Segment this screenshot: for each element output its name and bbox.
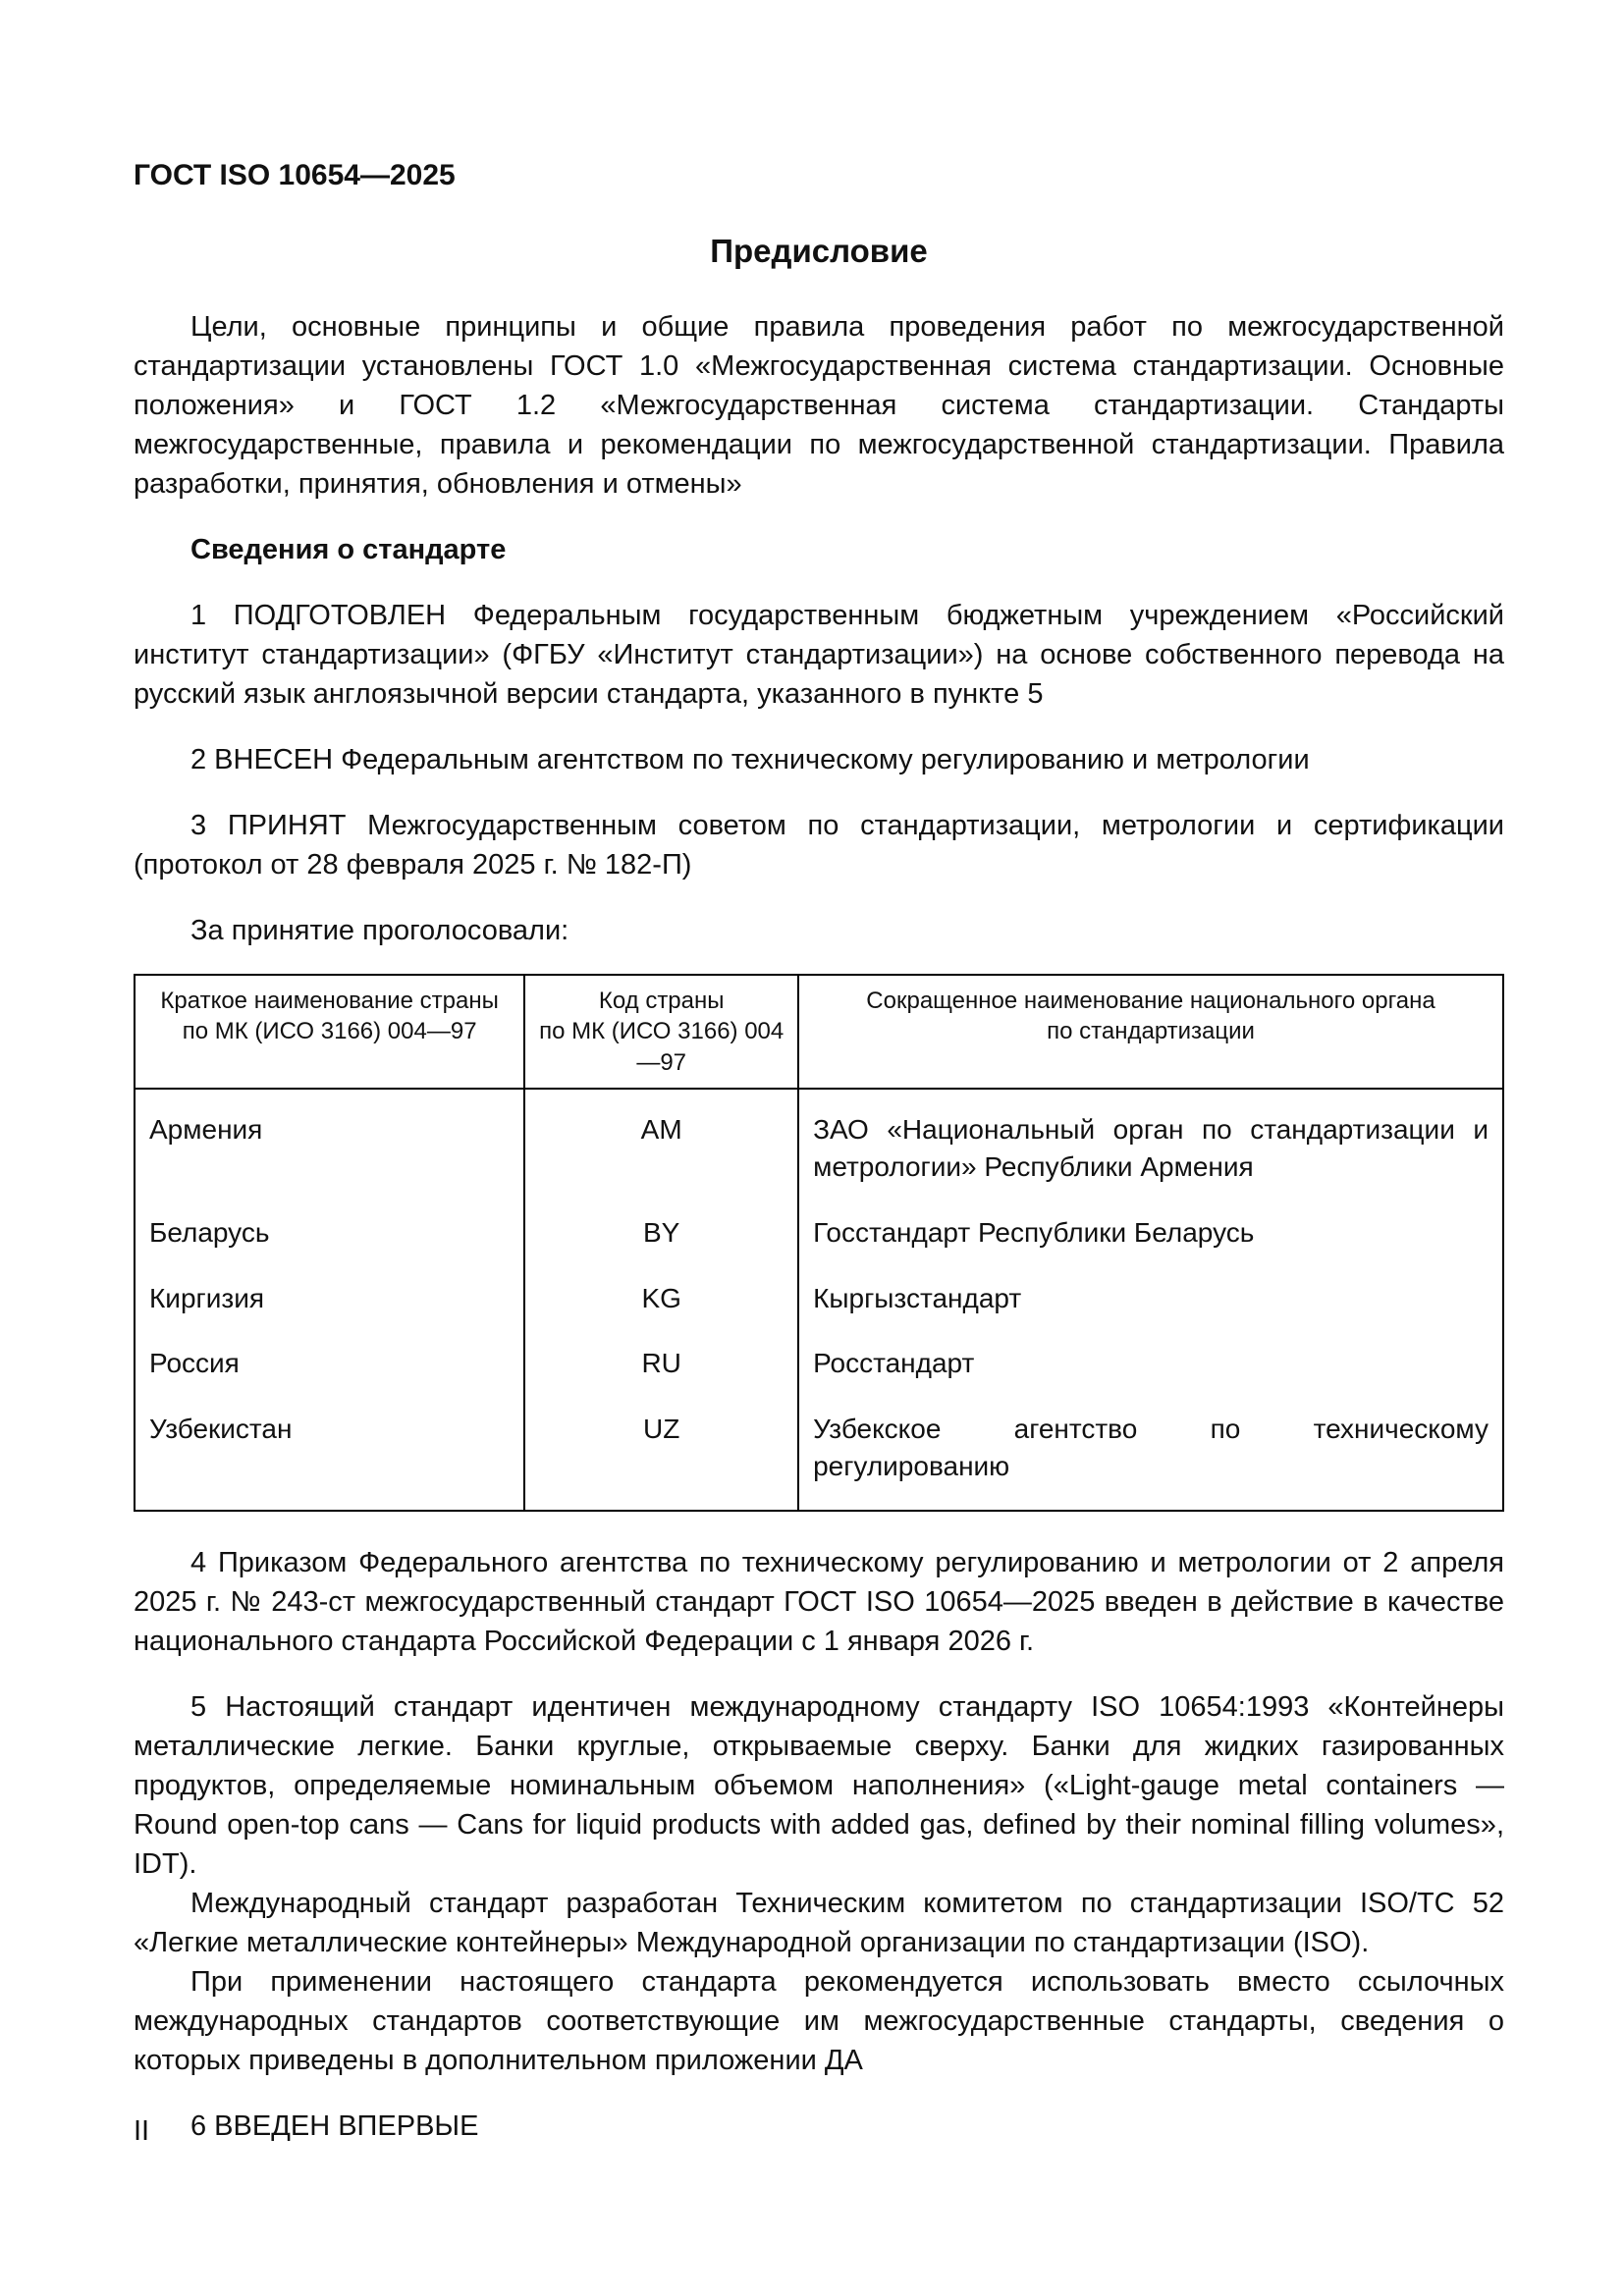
vote-lead-text: За принятие проголосовали:: [190, 915, 569, 947]
table-header-country-line2: по МК (ИСО 3166) 004—97: [182, 1018, 477, 1045]
table-header-org: [798, 975, 1503, 1089]
voting-table-head: [135, 975, 1503, 1089]
cell-org: Госстандарт Республики Беларусь: [798, 1201, 1503, 1266]
cell-country: Узбекистан: [135, 1397, 524, 1511]
cell-country: Беларусь: [135, 1201, 524, 1266]
cell-code: KG: [524, 1266, 798, 1332]
doc-code-header: ГОСТ ISO 10654—2025: [134, 159, 456, 191]
cell-org: Кыргызстандарт: [798, 1266, 1503, 1332]
table-row: [135, 1397, 1503, 1511]
table-header-code: [524, 975, 798, 1089]
voting-table: [134, 974, 1504, 1512]
cell-country: Армения: [135, 1089, 524, 1201]
info-heading: Сведения о стандарте: [190, 534, 507, 565]
table-row: [135, 1089, 1503, 1201]
intro-paragraph: Цели, основные принципы и общие правила проведения работ по межгосударственной стандартизации установлены ГОСТ 1.0 «Межгосударственная система стандартизации. Основные положения» и ГОСТ 1.2 «Межгосударственная система стандартизации. Стандарты межгосударственные, правила и рекомендации по межгосударственной стандартизации. Правила разработки, принятия, обновления и отмены»: [134, 310, 1504, 500]
item-developed: Международный стандарт разработан Техническим комитетом по стандартизации ISO/TC 52 «Легкие металлические контейнеры» Международной организации по стандартизации (ISO).: [134, 1888, 1504, 1959]
cell-org: Росстандарт: [798, 1331, 1503, 1397]
item-prepared: 1 ПОДГОТОВЛЕН Федеральным государственным бюджетным учреждением «Российский институт стандартизации» (ФГБУ «Институт стандартизации») на основе собственного перевода на русский язык англоязычной версии стандарта, указанного в пункте 5: [134, 600, 1504, 711]
cell-country: Киргизия: [135, 1266, 524, 1332]
table-row: [135, 1266, 1503, 1332]
table-row: [135, 1201, 1503, 1266]
table-header-code-line1: Код страны: [598, 988, 725, 1015]
table-header-org-line1: Сокращенное наименование национального органа: [866, 988, 1435, 1015]
item-recommendation: При применении настоящего стандарта рекомендуется использовать вместо ссылочных международных стандартов соответствующие им межгосударственные стандарты, сведения о которых приведены в дополнительном приложении ДА: [134, 1966, 1504, 2077]
cell-code: AM: [524, 1089, 798, 1201]
cell-country: Россия: [135, 1331, 524, 1397]
cell-code: UZ: [524, 1397, 798, 1511]
item-adopted: 3 ПРИНЯТ Межгосударственным советом по стандартизации, метрологии и сертификации (протокол от 28 февраля 2025 г. № 182-П): [134, 810, 1504, 881]
page-title: Предисловие: [710, 233, 928, 270]
page-number: II: [134, 2114, 150, 2147]
voting-table-body: [135, 1089, 1503, 1511]
cell-code: RU: [524, 1331, 798, 1397]
item-order: 4 Приказом Федерального агентства по техническому регулированию и метрологии от 2 апреля 2025 г. № 243-ст межгосударственный стандарт ГОСТ ISO 10654—2025 введен в действие в качестве национального стандарта Российской Федерации с 1 января 2026 г.: [134, 1547, 1504, 1658]
item-submitted: 2 ВНЕСЕН Федеральным агентством по техническому регулированию и метрологии: [190, 744, 1310, 776]
item-identical: 5 Настоящий стандарт идентичен международному стандарту ISO 10654:1993 «Контейнеры металлические легкие. Банки круглые, открываемые сверху. Банки для жидких газированных продуктов, определяемые номинальным объемом наполнения» («Light-gauge metal containers — Round open-top cans — Cans for liquid products with added gas, defined by their nominal filling volumes», IDT).: [134, 1691, 1504, 1881]
cell-org: Узбекское агентство по техническому регулированию: [798, 1397, 1503, 1511]
item-introduced: 6 ВВЕДЕН ВПЕРВЫЕ: [190, 2110, 479, 2143]
table-header-code-line2: по МК (ИСО 3166) 004—97: [539, 1018, 785, 1076]
cell-org: ЗАО «Национальный орган по стандартизации и метрологии» Республики Армения: [798, 1089, 1503, 1201]
table-header-country-line1: Краткое наименование страны: [160, 988, 499, 1015]
cell-code: BY: [524, 1201, 798, 1266]
table-row: [135, 1331, 1503, 1397]
table-header-country: [135, 975, 524, 1089]
table-header-org-line2: по стандартизации: [1047, 1018, 1255, 1045]
